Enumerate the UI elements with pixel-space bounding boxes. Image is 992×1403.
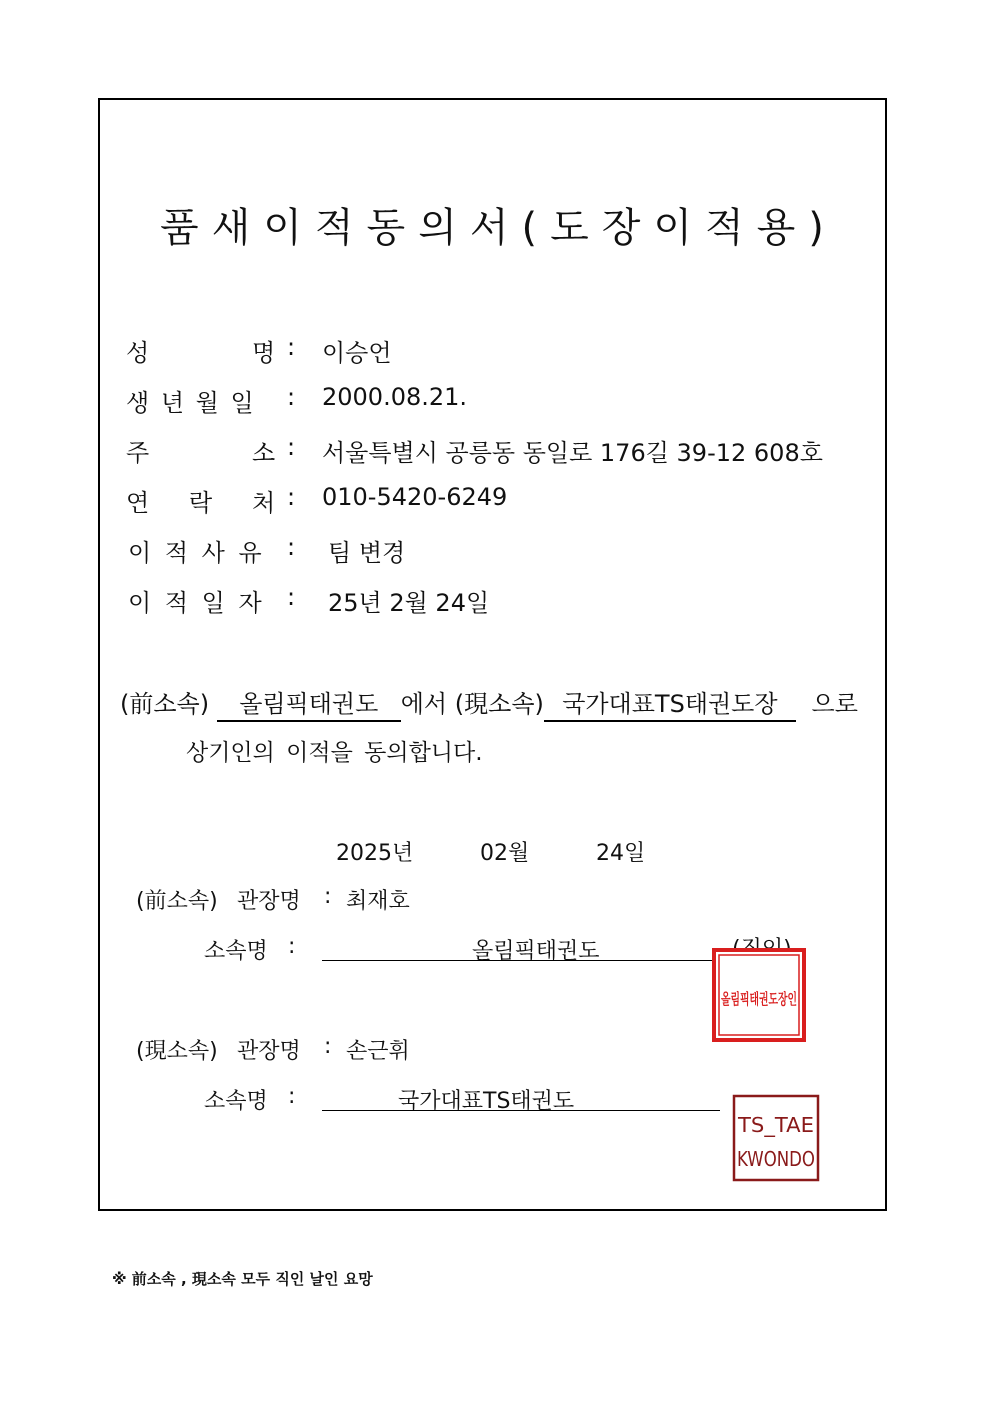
curr-seal-line-2: KWONDO (737, 1147, 815, 1171)
name-colon: : (287, 333, 296, 361)
birth-label: 생 년 월 일 (126, 389, 254, 417)
sign-month: 02월 (480, 841, 530, 866)
curr-head-name: 손근휘 (346, 1039, 410, 1064)
name-value: 이승언 (322, 339, 392, 367)
curr-org-name: 국가대표TS태권도 (398, 1089, 575, 1114)
prev-head-label: 관장명 (237, 889, 301, 914)
reason-colon: : (287, 533, 296, 561)
date-value: 25년 2월 24일 (328, 589, 490, 617)
prev-gym: 올림픽태권도 (217, 684, 401, 722)
prev-org-colon: : (288, 934, 296, 959)
date-label: 이 적 일 자 (128, 589, 262, 617)
sign-year: 2025년 (336, 841, 414, 866)
curr-gym-seal (732, 1094, 820, 1182)
address-value: 서울특별시 공릉동 동일로 176길 39-12 608호 (322, 439, 823, 467)
to-word: 으로 (811, 690, 858, 718)
reason-label: 이 적 사 유 (128, 539, 262, 567)
curr-seal-line-1: TS_TAE (736, 1113, 814, 1137)
birth-colon: : (287, 383, 296, 411)
name-label-a: 성 (126, 339, 150, 367)
curr-affil-tag: (現소속) (136, 1039, 218, 1064)
statement-line-1 (120, 684, 858, 722)
from-word: 에서 (400, 690, 448, 718)
document-title: 품새이적동의서(도장이적용) (160, 205, 837, 251)
contact-value: 010-5420-6249 (322, 483, 508, 511)
prev-seal-text: 올림픽태권도장인 (721, 990, 797, 1008)
birth-value: 2000.08.21. (322, 383, 468, 411)
prev-head-name: 최재호 (346, 889, 410, 914)
prev-org-name: 올림픽태권도 (472, 939, 600, 964)
curr-org-colon: : (288, 1084, 296, 1109)
footnote: ※ 前소속 , 現소속 모두 직인 날인 요망 (112, 1270, 373, 1288)
curr-gym: 국가대표TS태권도장 (544, 684, 796, 722)
address-colon: : (287, 433, 296, 461)
sign-day: 24일 (596, 841, 646, 866)
address-label-a: 주 (126, 439, 150, 467)
name-label-b: 명 (252, 339, 276, 367)
statement-line-2: 상기인의 이적을 동의합니다. (186, 740, 483, 766)
curr-sign-line (322, 1110, 720, 1111)
reason-value: 팀 변경 (328, 539, 406, 567)
prev-org-label: 소속명 (204, 939, 268, 964)
prev-tag: (前소속) (120, 690, 210, 718)
contact-label-a: 연 (126, 489, 150, 517)
prev-head-colon: : (324, 884, 332, 909)
curr-head-colon: : (324, 1034, 332, 1059)
contact-colon: : (287, 483, 296, 511)
date-colon: : (287, 583, 296, 611)
prev-gym-seal (712, 948, 806, 1042)
curr-org-label: 소속명 (204, 1089, 268, 1114)
address-label-b: 소 (252, 439, 276, 467)
contact-label-b: 락 (189, 489, 213, 517)
curr-head-label: 관장명 (237, 1039, 301, 1064)
prev-sign-line (322, 960, 712, 961)
contact-label-c: 처 (252, 489, 276, 517)
prev-affil-tag: (前소속) (136, 889, 218, 914)
curr-tag: (現소속) (454, 690, 544, 718)
